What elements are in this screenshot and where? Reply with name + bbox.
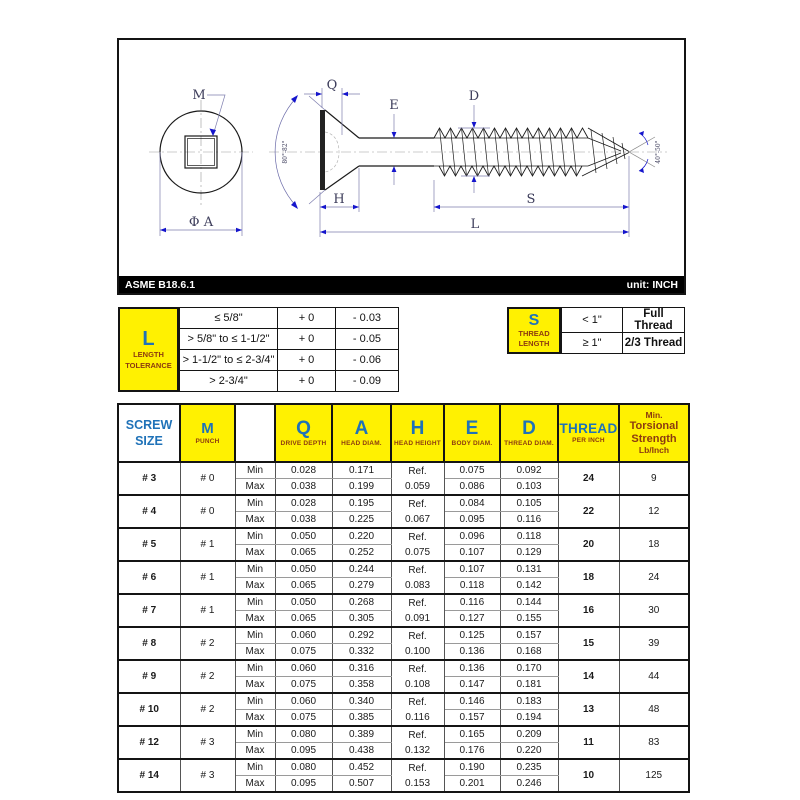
drive-depth-max: 0.095 xyxy=(275,743,332,760)
torsional-strength-cell: 44 xyxy=(619,660,689,693)
torsional-strength-cell: 125 xyxy=(619,759,689,792)
length-tolerance-row xyxy=(180,350,399,371)
drive-depth-min: 0.028 xyxy=(275,462,332,479)
screw-size-cell: # 12 xyxy=(118,726,180,759)
thread-diam-max: 0.246 xyxy=(500,776,558,793)
thread-length-row xyxy=(562,308,685,333)
body-diam-min: 0.107 xyxy=(444,561,500,578)
drive-depth-min: 0.060 xyxy=(275,627,332,644)
head-diam-min: 0.340 xyxy=(332,693,391,710)
unit-label: unit: INCH xyxy=(626,278,678,291)
head-height-cell xyxy=(391,594,444,627)
head-diam-max: 0.199 xyxy=(332,479,391,496)
drive-depth-max: 0.095 xyxy=(275,776,332,793)
s-symbol: S xyxy=(528,311,540,329)
standard-bar xyxy=(119,276,684,293)
length-condition: < 1" xyxy=(562,308,623,333)
screw-size-cell: # 6 xyxy=(118,561,180,594)
ref-label: Ref. xyxy=(408,762,427,774)
max-label: Max xyxy=(235,710,275,727)
standard-label: ASME B18.6.1 xyxy=(125,278,196,291)
header-e-body-diam: E BODY DIAM. xyxy=(444,404,500,462)
dim-label-l: L xyxy=(470,217,480,232)
head-diam-max: 0.438 xyxy=(332,743,391,760)
torsional-strength-cell: 18 xyxy=(619,528,689,561)
plus-tolerance: + 0 xyxy=(278,329,336,350)
min-label: Min xyxy=(235,726,275,743)
drive-depth-max: 0.065 xyxy=(275,611,332,628)
header-screw-size: SCREW SIZE xyxy=(118,404,180,462)
ref-label: Ref. xyxy=(408,630,427,642)
body-diam-min: 0.084 xyxy=(444,495,500,512)
drive-depth-min: 0.050 xyxy=(275,594,332,611)
torsional-strength-cell: 48 xyxy=(619,693,689,726)
head-height-value: 0.100 xyxy=(404,645,431,657)
head-diam-max: 0.279 xyxy=(332,578,391,595)
drive-depth-max: 0.075 xyxy=(275,644,332,661)
spec-row-min xyxy=(118,495,689,512)
ref-label: Ref. xyxy=(408,498,427,510)
threads-per-inch-cell: 20 xyxy=(558,528,619,561)
head-height-cell xyxy=(391,726,444,759)
threads-per-inch-cell: 15 xyxy=(558,627,619,660)
punch-size-cell: # 3 xyxy=(180,759,235,792)
body-diam-max: 0.136 xyxy=(444,644,500,661)
spec-row-min xyxy=(118,528,689,545)
thread-diam-min: 0.105 xyxy=(500,495,558,512)
screw-spec-table xyxy=(117,403,690,793)
drive-depth-max: 0.075 xyxy=(275,677,332,694)
body-diam-max: 0.095 xyxy=(444,512,500,529)
body-diam-max: 0.127 xyxy=(444,611,500,628)
spec-row-min xyxy=(118,693,689,710)
punch-size-cell: # 0 xyxy=(180,462,235,495)
thread-diam-max: 0.103 xyxy=(500,479,558,496)
dim-label-q: Q xyxy=(326,78,338,93)
tip-angle-label: 40°-50° xyxy=(655,140,662,164)
drive-depth-min: 0.050 xyxy=(275,528,332,545)
dimension-annotations xyxy=(275,78,662,237)
spec-table-group xyxy=(118,462,689,495)
head-height-value: 0.153 xyxy=(404,777,431,789)
thread-diam-min: 0.235 xyxy=(500,759,558,776)
screw-size-cell: # 3 xyxy=(118,462,180,495)
threads-per-inch-cell: 18 xyxy=(558,561,619,594)
spec-row-min xyxy=(118,627,689,644)
thread-diam-min: 0.183 xyxy=(500,693,558,710)
head-height-cell xyxy=(391,462,444,495)
punch-size-cell: # 0 xyxy=(180,495,235,528)
head-height-value: 0.075 xyxy=(404,546,431,558)
head-height-value: 0.108 xyxy=(404,678,431,690)
min-label: Min xyxy=(235,561,275,578)
thread-rule: Full Thread xyxy=(623,308,685,333)
spec-table-group xyxy=(118,627,689,660)
length-tolerance-symbol-cell: L LENGTH TOLERANCE xyxy=(118,307,179,392)
head-height-cell xyxy=(391,528,444,561)
spec-row-min xyxy=(118,759,689,776)
length-condition: ≥ 1" xyxy=(562,333,623,354)
head-diam-min: 0.452 xyxy=(332,759,391,776)
spec-row-min xyxy=(118,726,689,743)
punch-size-cell: # 2 xyxy=(180,693,235,726)
dim-label-phi-a: Φ A xyxy=(188,215,214,230)
spec-row-min xyxy=(118,660,689,677)
thread-diam-min: 0.209 xyxy=(500,726,558,743)
body-diam-min: 0.136 xyxy=(444,660,500,677)
max-label: Max xyxy=(235,578,275,595)
max-label: Max xyxy=(235,677,275,694)
head-diam-max: 0.332 xyxy=(332,644,391,661)
screw-size-cell: # 9 xyxy=(118,660,180,693)
screw-size-cell: # 7 xyxy=(118,594,180,627)
thread-diam-min: 0.131 xyxy=(500,561,558,578)
head-height-value: 0.132 xyxy=(404,744,431,756)
head-diam-max: 0.385 xyxy=(332,710,391,727)
drive-depth-min: 0.060 xyxy=(275,660,332,677)
thread-rule: 2/3 Thread xyxy=(623,333,685,354)
dim-label-s: S xyxy=(526,192,536,207)
dim-label-m: M xyxy=(192,88,206,103)
max-label: Max xyxy=(235,611,275,628)
thread-diam-max: 0.168 xyxy=(500,644,558,661)
head-diam-min: 0.220 xyxy=(332,528,391,545)
head-height-cell xyxy=(391,660,444,693)
thread-diam-min: 0.144 xyxy=(500,594,558,611)
drive-depth-min: 0.028 xyxy=(275,495,332,512)
threads-per-inch-cell: 22 xyxy=(558,495,619,528)
head-height-value: 0.059 xyxy=(404,480,431,492)
body-diam-max: 0.201 xyxy=(444,776,500,793)
header-torsional-strength: Min. Torsional Strength Lb/Inch xyxy=(619,404,689,462)
spec-table-group xyxy=(118,594,689,627)
max-label: Max xyxy=(235,644,275,661)
max-label: Max xyxy=(235,545,275,562)
max-label: Max xyxy=(235,512,275,529)
spec-row-min xyxy=(118,462,689,479)
head-diam-max: 0.225 xyxy=(332,512,391,529)
thread-length-table xyxy=(507,307,685,354)
head-diam-max: 0.252 xyxy=(332,545,391,562)
screw-size-cell: # 5 xyxy=(118,528,180,561)
drive-depth-min: 0.060 xyxy=(275,693,332,710)
dim-label-d: D xyxy=(468,89,480,104)
threads-per-inch-cell: 24 xyxy=(558,462,619,495)
header-a-head-diam: A HEAD DIAM. xyxy=(332,404,391,462)
screw-size-cell: # 10 xyxy=(118,693,180,726)
head-height-value: 0.083 xyxy=(404,579,431,591)
body-diam-max: 0.107 xyxy=(444,545,500,562)
drive-depth-max: 0.038 xyxy=(275,512,332,529)
header-d-thread-diam: D THREAD DIAM. xyxy=(500,404,558,462)
ref-label: Ref. xyxy=(408,663,427,675)
minus-tolerance: - 0.03 xyxy=(336,308,399,329)
min-label: Min xyxy=(235,660,275,677)
screw-size-cell: # 4 xyxy=(118,495,180,528)
head-angle-label: 80°-82° xyxy=(282,140,289,164)
body-diam-max: 0.118 xyxy=(444,578,500,595)
head-height-value: 0.091 xyxy=(404,612,431,624)
header-m-punch: M PUNCH xyxy=(180,404,235,462)
drive-depth-max: 0.075 xyxy=(275,710,332,727)
head-diam-min: 0.389 xyxy=(332,726,391,743)
body-diam-max: 0.176 xyxy=(444,743,500,760)
plus-tolerance: + 0 xyxy=(278,371,336,392)
length-tolerance-row xyxy=(180,371,399,392)
plus-tolerance: + 0 xyxy=(278,308,336,329)
spec-table-group xyxy=(118,495,689,528)
thread-diam-max: 0.142 xyxy=(500,578,558,595)
thread-diam-min: 0.157 xyxy=(500,627,558,644)
head-diam-min: 0.292 xyxy=(332,627,391,644)
torsional-strength-cell: 30 xyxy=(619,594,689,627)
length-tolerance-row xyxy=(180,329,399,350)
punch-size-cell: # 2 xyxy=(180,660,235,693)
head-face xyxy=(320,110,325,190)
head-diam-min: 0.316 xyxy=(332,660,391,677)
thread-diam-max: 0.220 xyxy=(500,743,558,760)
drive-depth-min: 0.050 xyxy=(275,561,332,578)
thread-diam-min: 0.092 xyxy=(500,462,558,479)
head-height-cell xyxy=(391,495,444,528)
threads-per-inch-cell: 11 xyxy=(558,726,619,759)
head-height-cell xyxy=(391,561,444,594)
spec-table-header-row xyxy=(118,404,689,462)
head-height-cell xyxy=(391,759,444,792)
length-range: > 1-1/2" to ≤ 2-3/4" xyxy=(180,350,278,371)
head-height-cell xyxy=(391,627,444,660)
body-diam-max: 0.157 xyxy=(444,710,500,727)
torsional-strength-cell: 12 xyxy=(619,495,689,528)
plus-tolerance: + 0 xyxy=(278,350,336,371)
body-diam-max: 0.147 xyxy=(444,677,500,694)
punch-size-cell: # 2 xyxy=(180,627,235,660)
minus-tolerance: - 0.05 xyxy=(336,329,399,350)
body-diam-max: 0.086 xyxy=(444,479,500,496)
threads-per-inch-cell: 10 xyxy=(558,759,619,792)
torsional-strength-cell: 9 xyxy=(619,462,689,495)
drawing-panel xyxy=(117,38,686,295)
drive-depth-min: 0.080 xyxy=(275,759,332,776)
minus-tolerance: - 0.06 xyxy=(336,350,399,371)
length-tolerance-row xyxy=(180,308,399,329)
screw-side-view xyxy=(269,110,667,190)
length-tolerance-table xyxy=(118,307,399,392)
thread-length-row xyxy=(562,333,685,354)
minus-tolerance: - 0.09 xyxy=(336,371,399,392)
thread-diam-max: 0.116 xyxy=(500,512,558,529)
spec-row-min xyxy=(118,561,689,578)
torsional-strength-cell: 39 xyxy=(619,627,689,660)
ref-label: Ref. xyxy=(408,729,427,741)
screw-head-top-view xyxy=(149,88,253,236)
punch-size-cell: # 1 xyxy=(180,594,235,627)
head-diam-max: 0.358 xyxy=(332,677,391,694)
header-h-head-height: H HEAD HEIGHT xyxy=(391,404,444,462)
drive-depth-max: 0.065 xyxy=(275,545,332,562)
ref-label: Ref. xyxy=(408,597,427,609)
spec-table-group xyxy=(118,693,689,726)
min-label: Min xyxy=(235,594,275,611)
body-diam-min: 0.075 xyxy=(444,462,500,479)
spec-table-group xyxy=(118,759,689,792)
punch-size-cell: # 1 xyxy=(180,528,235,561)
spec-table-group xyxy=(118,726,689,759)
threads-per-inch-cell: 16 xyxy=(558,594,619,627)
length-range: > 5/8" to ≤ 1-1/2" xyxy=(180,329,278,350)
dim-label-h: H xyxy=(333,192,345,207)
drive-depth-max: 0.065 xyxy=(275,578,332,595)
min-label: Min xyxy=(235,495,275,512)
torsional-strength-cell: 24 xyxy=(619,561,689,594)
body-diam-min: 0.146 xyxy=(444,693,500,710)
header-minmax xyxy=(235,404,275,462)
spec-table-group xyxy=(118,528,689,561)
screw-size-cell: # 14 xyxy=(118,759,180,792)
screw-technical-drawing xyxy=(119,40,684,276)
thread-diam-max: 0.194 xyxy=(500,710,558,727)
thread-length-symbol-cell: S THREAD LENGTH xyxy=(507,307,561,354)
head-diam-min: 0.195 xyxy=(332,495,391,512)
max-label: Max xyxy=(235,743,275,760)
ref-label: Ref. xyxy=(408,564,427,576)
thread-diam-min: 0.118 xyxy=(500,528,558,545)
header-thread-per-inch: THREAD PER INCH xyxy=(558,404,619,462)
max-label: Max xyxy=(235,776,275,793)
ref-label: Ref. xyxy=(408,696,427,708)
drive-depth-max: 0.038 xyxy=(275,479,332,496)
min-label: Min xyxy=(235,528,275,545)
punch-size-cell: # 3 xyxy=(180,726,235,759)
head-height-value: 0.116 xyxy=(405,711,430,723)
min-label: Min xyxy=(235,462,275,479)
head-diam-min: 0.244 xyxy=(332,561,391,578)
l-symbol: L xyxy=(142,328,155,351)
dim-label-e: E xyxy=(389,98,399,113)
length-range: ≤ 5/8" xyxy=(180,308,278,329)
thread-diam-max: 0.181 xyxy=(500,677,558,694)
min-label: Min xyxy=(235,693,275,710)
max-label: Max xyxy=(235,479,275,496)
length-range: > 2-3/4" xyxy=(180,371,278,392)
head-height-value: 0.067 xyxy=(404,513,431,525)
head-diam-max: 0.305 xyxy=(332,611,391,628)
body-diam-min: 0.116 xyxy=(444,594,500,611)
head-diam-min: 0.268 xyxy=(332,594,391,611)
ref-label: Ref. xyxy=(408,531,427,543)
thread-diam-max: 0.129 xyxy=(500,545,558,562)
body-diam-min: 0.096 xyxy=(444,528,500,545)
spec-row-min xyxy=(118,594,689,611)
min-label: Min xyxy=(235,759,275,776)
spec-table-group xyxy=(118,561,689,594)
body-diam-min: 0.165 xyxy=(444,726,500,743)
spec-table-group xyxy=(118,660,689,693)
head-diam-max: 0.507 xyxy=(332,776,391,793)
drive-depth-min: 0.080 xyxy=(275,726,332,743)
body-diam-min: 0.125 xyxy=(444,627,500,644)
header-q-drive-depth: Q DRIVE DEPTH xyxy=(275,404,332,462)
thread-diam-max: 0.155 xyxy=(500,611,558,628)
screw-size-cell: # 8 xyxy=(118,627,180,660)
ref-label: Ref. xyxy=(408,465,427,477)
punch-size-cell: # 1 xyxy=(180,561,235,594)
threads-per-inch-cell: 13 xyxy=(558,693,619,726)
body-diam-min: 0.190 xyxy=(444,759,500,776)
threads-per-inch-cell: 14 xyxy=(558,660,619,693)
thread-diam-min: 0.170 xyxy=(500,660,558,677)
torsional-strength-cell: 83 xyxy=(619,726,689,759)
head-height-cell xyxy=(391,693,444,726)
min-label: Min xyxy=(235,627,275,644)
head-diam-min: 0.171 xyxy=(332,462,391,479)
